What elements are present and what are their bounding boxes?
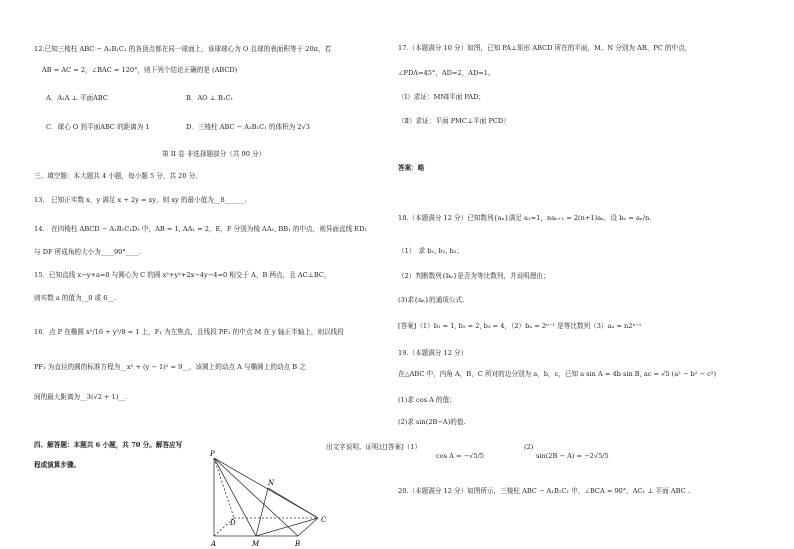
q12-option-b: B．AO ⊥ B₁C₁	[186, 94, 234, 102]
label-c: C	[321, 516, 327, 524]
q15-line2: 则实数 a 的值为__0 或 6__.	[34, 294, 117, 302]
q14-line1: 14. 在四棱柱 ABCD − A₁B₁C₁D₁ 中，AB = 1, AA₁ = 2，E，F 分别为棱 AA₁, BB₁ 的中点，则异面直线 ED₁	[34, 225, 368, 233]
q16-line1: 16．点 P 在椭圆 x²/16 + y²/8 = 1 上，F₁ 为左焦点，且线段 PF₁ 的中点 M 在 y 轴正半轴上，则以线段	[34, 328, 344, 336]
q19-line: 在△ABC 中，内角 A，B，C 所对的边分别为 a，b，c，已知 a sin A = 4b sin B, ac = √5 (a² − b² − c²)	[398, 370, 717, 378]
q14-line2: 与 DF 所成角的大小为____90°____.	[34, 248, 141, 256]
q13: 13. 已知正实数 x，y 满足 x + 2y = xy，则 xy 的最小值为__8______.	[34, 196, 247, 204]
q18-part3: (3)求{aₙ}的通项公式.	[398, 296, 465, 304]
q18-line1: 18.（本题满分 12 分）已知数列{aₙ}满足 a₁=1，naₙ₊₁ = 2(n+1)aₙ，设 bₙ = aₙ/n.	[398, 214, 652, 222]
q19-answer1: cos A = −√5/5	[436, 452, 484, 460]
q19-heading: 19.（本题满分 12 分）	[398, 349, 468, 357]
q12-option-a: A．A₁A ⊥ 平面ABC	[46, 94, 108, 102]
q16-line3: 间的最大距离为__3(√2 + 1)__.	[34, 393, 128, 401]
q15-line1: 15．已知直线 x−y+a=0 与圆心为 C 的圆 x²+y²+2x−4y−4=0 相交于 A，B 两点，且 AC⊥BC，	[34, 271, 331, 279]
label-d: D	[230, 519, 236, 527]
q19-answer2: sin(2B − A) = −2√5/5	[536, 452, 609, 460]
section4-heading-cont: 程或演算步骤。	[34, 461, 81, 469]
q17-part1: （Ⅰ）求证：MN∥平面 PAD；	[398, 93, 485, 101]
q12-option-d: D．三棱柱 ABC − A₁B₁C₁ 的体积为 2√3	[186, 123, 310, 131]
q12-option-c: C．球心 O 到平面ABC 的距离为 1	[46, 123, 150, 131]
q17-line1: 17.（本题满分 10 分）如图，已知 PA⊥矩形 ABCD 所在的平面，M、N 分别为 AB、PC 的中点，	[398, 44, 692, 52]
label-n: N	[268, 479, 275, 487]
q18-answer: [答案]（1）b₁ = 1, b₂ = 2, b₃ = 4，（2）bₙ = 2ⁿ⁻¹ 是等比数列（3）aₙ = n2ⁿ⁻¹	[398, 322, 642, 330]
q19-part1: (1)求 cos A 的值；	[398, 396, 456, 404]
q12-stem: 12.已知三棱柱 ABC − A₁B₁C₁ 的各顶点都在同一球面上，该球球心为 O 且球的表面积等于 20π，若	[34, 45, 332, 53]
answer-note: 答案：略	[398, 164, 425, 172]
q19-part2: (2)求 sin(2B−A)的值.	[398, 418, 466, 426]
q18-part2: （2）判断数列{bₙ}是否为等比数列，并说明理由；	[398, 272, 550, 280]
label-p: P	[210, 450, 215, 458]
q18-part1: （1） 求 b₁, b₂, b₃；	[398, 247, 463, 255]
q19-answer2-label: (2)	[524, 443, 534, 451]
q20: 20.（本题满分 12 分）如图所示，三棱柱 ABC − A₁B₁C₁ 中，∠BCA = 90°，AC₁ ⊥ 平面 ABC .	[398, 487, 690, 495]
pyramid-figure	[200, 448, 330, 549]
q17-line2: ∠PDA=45°，AD=2，AD=1。	[398, 69, 495, 77]
label-m: M	[252, 540, 260, 548]
section4-overflow-text: 出文字说明、证明过[答案]（1）	[326, 443, 422, 451]
label-a: A	[211, 540, 217, 548]
part2-title: 第 II 卷 非选择题部分（共 90 分）	[162, 150, 266, 158]
q17-part2: （Ⅱ）求证：平面 PMC⊥平面 PCD）	[398, 117, 510, 125]
q16-line2: PF₁ 为直径的圆的标准方程为__x² + (y − 1)² = 9__，该圆上的动点 A 与椭圆上的动点 B 之	[34, 363, 306, 371]
section3-heading: 三、填空题：本大题共 4 小题，每小题 5 分，共 20 分。	[34, 172, 202, 180]
q12-condition: AB = AC = 2，∠BAC = 120°，则下列个结论正确的是 (ABCD)	[42, 66, 238, 74]
label-b: B	[295, 540, 301, 548]
section4-heading: 四、解答题：本题共 6 小题，共 70 分。解答应写	[34, 441, 183, 449]
